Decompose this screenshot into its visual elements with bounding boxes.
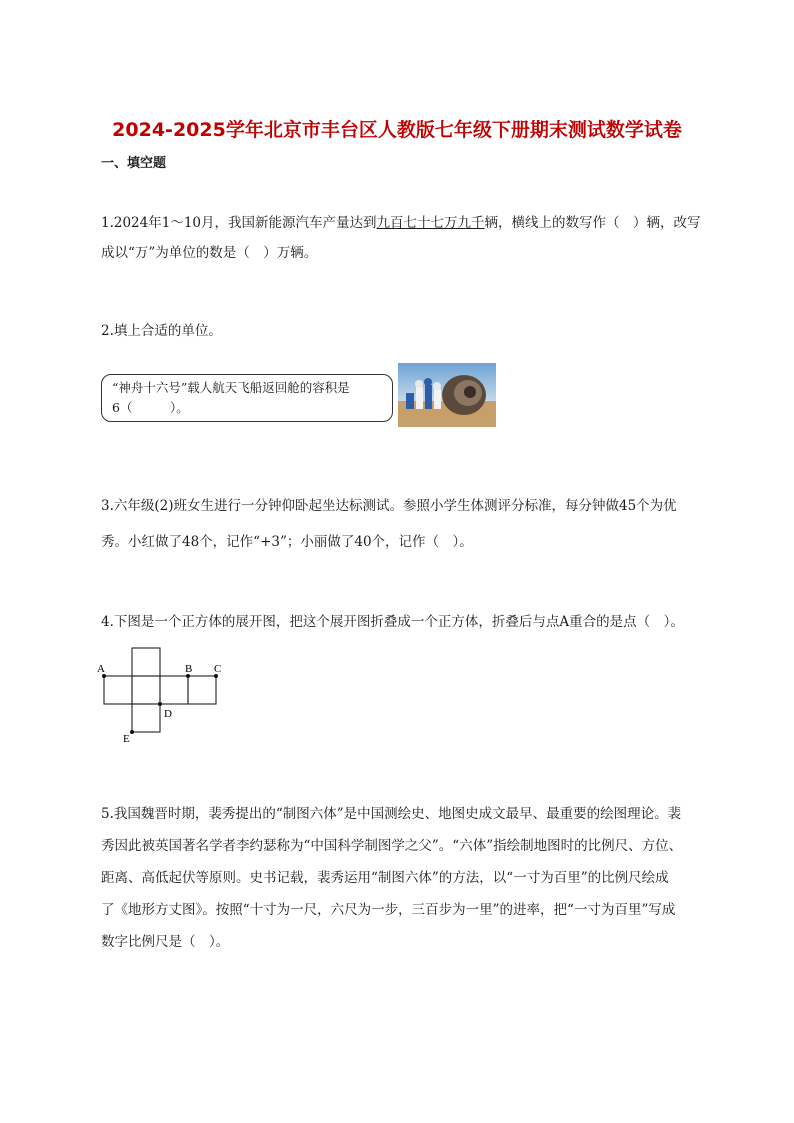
q5-line-3: 距离、高低起伏等原则。史书记载，裴秀运用“制图六体”的方法，以“一寸为百里”的比例尺绘成 xyxy=(101,870,669,886)
callout-line-2: 6（ ）。 xyxy=(112,400,189,415)
q5-line-1: 5.我国魏晋时期，裴秀提出的“制图六体”是中国测绘史、地图史成文最早、最重要的绘图理论。裴 xyxy=(101,806,682,822)
question-2: 2.填上合适的单位。 xyxy=(101,323,222,339)
speech-callout xyxy=(101,374,393,422)
page-title: 2024-2025学年北京市丰台区人教版七年级下册期末测试数学试卷 xyxy=(112,119,682,141)
q1-underlined-number: 九百七十七万九千 xyxy=(376,215,485,231)
q5-line-4: 了《地形方丈图》。按照“十寸为一尺，六尺为一步，三百步为一里”的进率，把“一寸为百里”写成 xyxy=(101,902,676,918)
point-label-a: A xyxy=(97,663,105,675)
q1-text-after: 辆，横线上的数写作（ ）辆，改写成以“万”为单位的数是（ ）万辆。 xyxy=(101,215,701,261)
question-3: 3.六年级(2)班女生进行一分钟仰卧起坐达标测试。参照小学生体测评分标准，每分钟做45个为优秀。小红做了48个，记作“+3”；小丽做了40个，记作（ ）。 xyxy=(101,498,677,550)
point-label-d: D xyxy=(164,708,172,720)
question-5 xyxy=(101,798,701,958)
capsule-photo xyxy=(398,363,496,427)
callout-line-1: “神舟十六号”载人航天飞船返回舱的容积是 xyxy=(112,380,350,395)
q5-line-2: 秀因此被英国著名学者李约瑟称为“中国科学制图学之父”。“六体”指绘制地图时的比例尺、方位、 xyxy=(101,838,683,854)
section-heading: 一、填空题 xyxy=(101,156,167,171)
q5-line-5: 数字比例尺是（ ）。 xyxy=(101,934,230,950)
cube-net-diagram xyxy=(94,646,234,750)
question-1 xyxy=(101,208,701,268)
point-label-c: C xyxy=(214,663,222,675)
point-label-e: E xyxy=(123,733,130,745)
point-label-b: B xyxy=(185,663,193,675)
q1-text-before: 1.2024年1～10月，我国新能源汽车产量达到 xyxy=(101,215,377,231)
question-4: 4.下图是一个正方体的展开图，把这个展开图折叠成一个正方体，折叠后与点A重合的是点（ ）。 xyxy=(101,614,684,630)
